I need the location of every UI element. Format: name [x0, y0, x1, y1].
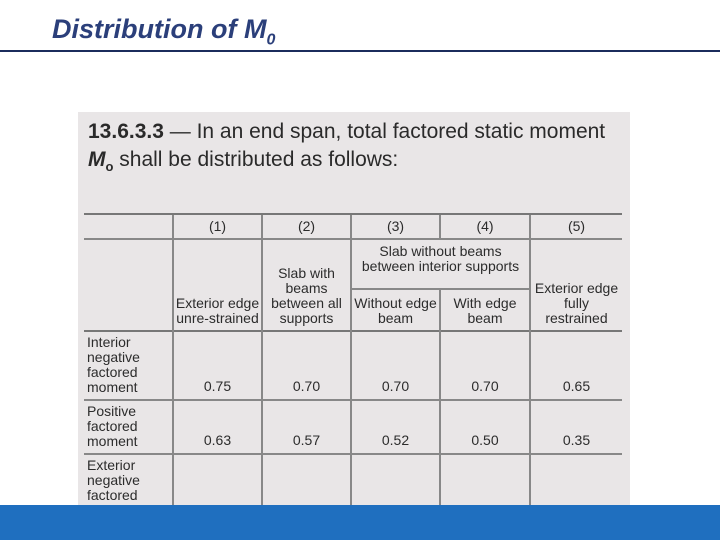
table-cell: 0.52 [351, 400, 440, 454]
scanned-code-excerpt [78, 112, 630, 534]
slide-title-text: Distribution of M [52, 14, 267, 44]
col-header: Exterior edge fully restrained [530, 239, 622, 331]
col-number: (4) [440, 214, 530, 239]
row-label: Positive factored moment [84, 400, 173, 454]
corner-cell [84, 214, 173, 239]
slide-title [52, 14, 275, 49]
table-row [84, 331, 622, 400]
mo-symbol-letter: M [88, 148, 106, 171]
table-cell: 0.65 [530, 331, 622, 400]
col-header: Slab with beams between all supports [262, 239, 351, 331]
table-cell: 0.75 [173, 331, 262, 400]
clause-text-a: — In an end span, total factored static moment [163, 120, 606, 143]
column-number-row [84, 214, 622, 239]
clause-number: 13.6.3.3 [88, 120, 164, 143]
group-header-row [84, 239, 622, 289]
corner-cell [84, 289, 173, 331]
slide-title-subscript: 0 [266, 31, 276, 49]
col-number: (5) [530, 214, 622, 239]
col-header: Without edge beam [351, 289, 440, 331]
code-clause [88, 118, 628, 181]
col-number: (1) [173, 214, 262, 239]
table-cell: 0.70 [440, 331, 530, 400]
group-header: Slab without beams between interior supports [351, 239, 530, 289]
mo-symbol-subscript: o [105, 159, 114, 175]
table-cell: 0.50 [440, 400, 530, 454]
mo-symbol [88, 148, 114, 175]
col-number: (2) [262, 214, 351, 239]
clause-text-b: shall be distributed as follows: [113, 148, 399, 171]
table-cell: 0.70 [351, 331, 440, 400]
row-label: Exterior negative factored [87, 457, 140, 503]
footer-bar [0, 505, 720, 540]
col-header: Exterior edge unre-strained [173, 239, 262, 331]
table-cell: 0.57 [262, 400, 351, 454]
col-header: With edge beam [440, 289, 530, 331]
corner-cell [84, 239, 173, 289]
table-cell: 0.35 [530, 400, 622, 454]
row-label: Interior negative factored moment [84, 331, 173, 400]
title-underline [0, 50, 720, 52]
table-cell: 0.70 [262, 331, 351, 400]
moment-distribution-table [84, 213, 622, 523]
col-number: (3) [351, 214, 440, 239]
table-row [84, 400, 622, 454]
table-cell: 0.63 [173, 400, 262, 454]
